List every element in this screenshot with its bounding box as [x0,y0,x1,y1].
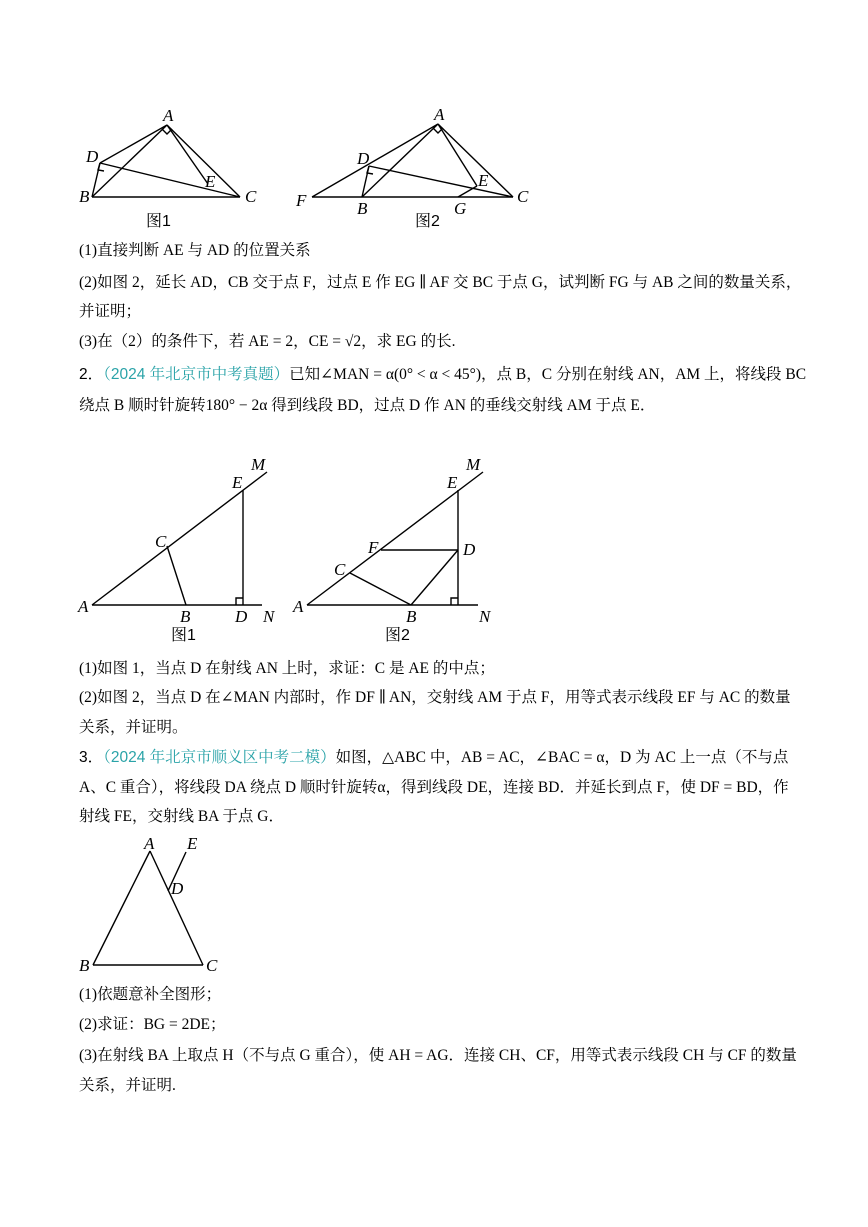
problem3-question3-cont: 关系，并证明. [79,1077,176,1094]
point-label-C: C [245,187,257,206]
point-label-B: B [180,607,191,626]
point-label-E: E [187,834,198,853]
problem-number: 3． [79,749,104,766]
figure-caption: 图1 [171,627,196,644]
point-label-A: A [78,597,89,616]
point-label-B: B [357,199,368,218]
problem2-question2-cont: 关系，并证明。 [79,719,188,736]
problem-stem: 已知∠MAN = α(0° < α < 45°)，点 B，C 分别在射线 AN，AM 上，将线段 BC [289,366,807,383]
point-label-D: D [86,147,99,166]
point-label-C: C [206,956,218,975]
point-label-E: E [447,473,458,492]
point-label-B: B [79,187,90,206]
point-label-C: C [334,560,346,579]
problem1-question1: (1)直接判断 AE 与 AD 的位置关系 [79,242,311,259]
problem-number: 2． [79,366,104,383]
point-label-A: A [144,834,155,853]
figure-caption: 图1 [146,213,171,230]
problem3-stem-line2: A、C 重合），将线段 DA 绕点 D 顺时针旋转α，得到线段 DE，连接 BD．并延长到点 F，使 DF = BD，作 [79,779,789,796]
point-label-A: A [434,105,445,124]
diagram-p1-fig2 [295,105,529,230]
point-label-F: F [368,538,379,557]
problem1-question2-cont: 并证明； [79,303,142,320]
point-label-C: C [517,187,529,206]
problem1-question2: (2)如图 2，延长 AD，CB 交于点 F，过点 E 作 EG ∥ AF 交 BC 于点 G，试判断 FG 与 AB 之间的数量关系， [79,274,802,291]
point-label-D: D [171,879,184,898]
figure-caption: 图2 [415,213,440,230]
point-label-A: A [163,106,174,125]
figure-problem1 [0,95,560,235]
figure-problem3 [0,830,260,980]
figure-caption: 图2 [385,627,410,644]
point-label-A: A [293,597,304,616]
problem3-stem-line3: 射线 FE，交射线 BA 于点 G． [79,808,284,825]
point-label-C: C [155,532,167,551]
point-label-N: N [479,607,491,626]
problem2-question1: (1)如图 1，当点 D 在射线 AN 上时，求证：C 是 AE 的中点； [79,660,495,677]
point-label-M: M [466,455,481,474]
problem1-question3: (3)在（2）的条件下，若 AE = 2，CE = √2，求 EG 的长. [79,333,456,350]
figure-problem2 [0,450,520,650]
point-label-N: N [263,607,275,626]
point-label-D: D [235,607,248,626]
point-label-B: B [79,956,90,975]
point-label-B: B [406,607,417,626]
problem3-question2: (2)求证：BG = 2DE； [79,1016,226,1033]
point-label-G: G [454,199,467,218]
problem3-question3: (3)在射线 BA 上取点 H（不与点 G 重合），使 AH = AG．连接 CH、CF，用等式表示线段 CH 与 CF 的数量 [79,1047,797,1064]
problem3-stem-line1 [79,748,788,768]
problem-stem: 如图，△ABC 中，AB = AC，∠BAC = α，D 为 AC 上一点（不与点 [335,749,789,766]
diagram-p1-fig1 [79,106,257,230]
source-tag: （2024 年北京市中考真题） [103,366,290,383]
point-label-E: E [232,473,243,492]
diagram-p2-fig1 [77,455,276,644]
diagram-p2-fig2 [292,455,492,644]
problem3-question1: (1)依题意补全图形； [79,986,222,1003]
point-label-F: F [296,191,307,210]
point-label-D: D [357,149,370,168]
point-label-M: M [251,455,266,474]
problem2-stem-line2: 绕点 B 顺时针旋转180° − 2α 得到线段 BD，过点 D 作 AN 的垂线交射线 AM 于点 E． [79,397,656,414]
point-label-D: D [463,540,476,559]
point-label-E: E [205,172,216,191]
problem2-stem-line1 [79,365,806,385]
source-tag: （2024 年北京市顺义区中考二模） [103,749,336,766]
problem2-question2: (2)如图 2，当点 D 在∠MAN 内部时，作 DF ∥ AN，交射线 AM 于点 F，用等式表示线段 EF 与 AC 的数量 [79,689,791,706]
point-label-E: E [478,171,489,190]
